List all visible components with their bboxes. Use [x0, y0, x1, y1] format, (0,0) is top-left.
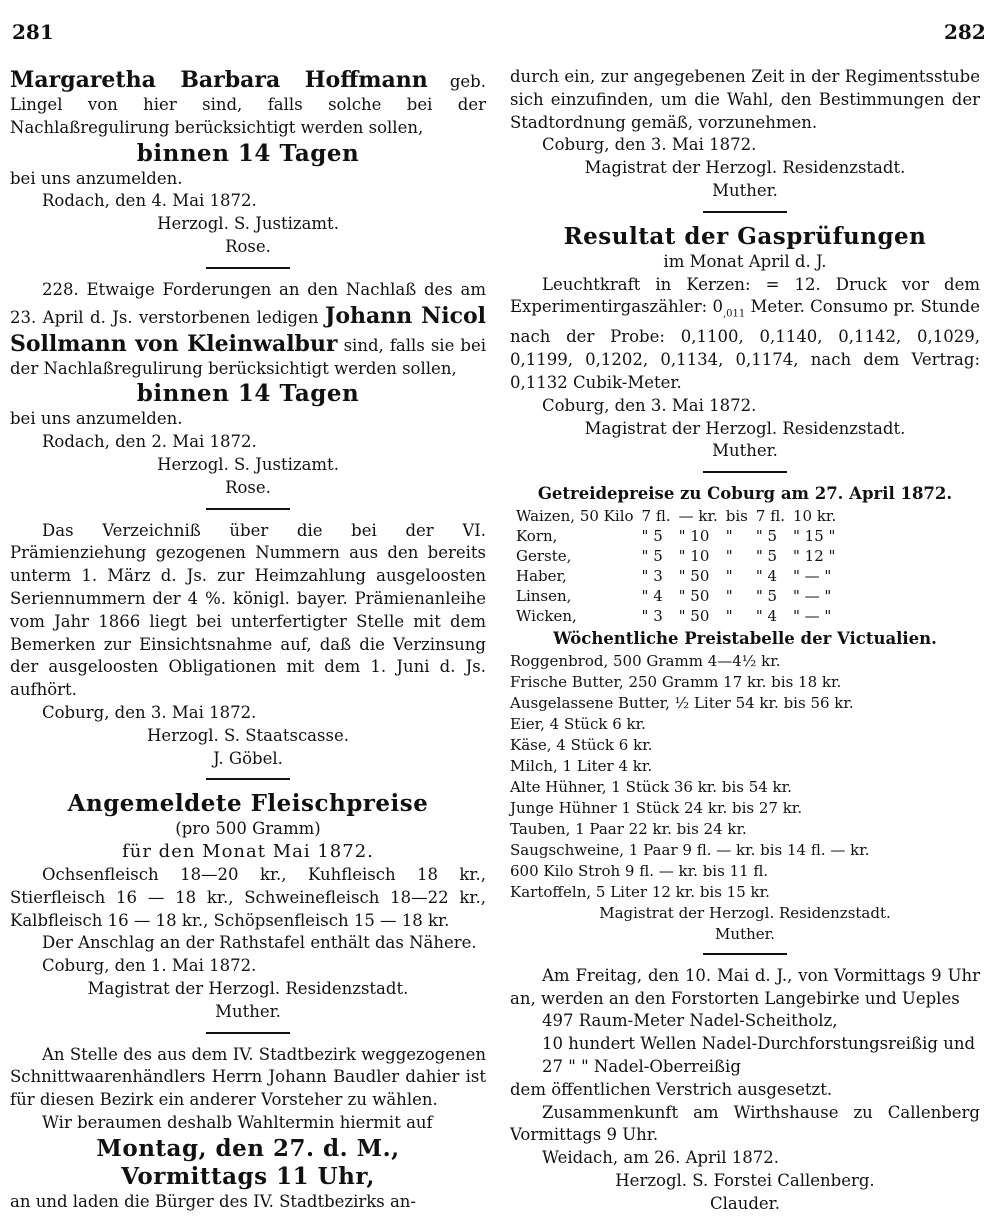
grain-price-cell: " 5: [641, 527, 663, 546]
divider: [703, 953, 787, 955]
person-name: Margaretha Barbara Hoffmann: [10, 67, 428, 93]
victual-price-item: 600 Kilo Stroh 9 fl. — kr. bis 11 fl.: [510, 861, 769, 880]
victual-price-item: Frische Butter, 250 Gramm 17 kr. bis 18 kr.: [510, 672, 842, 691]
notice-text: Wir beraumen deshalb Wahltermin hiermit auf: [42, 1112, 433, 1132]
place-date: Weidach, am 26. April 1872.: [542, 1148, 780, 1168]
estate-notice-sollmann: [10, 279, 486, 381]
notice-text: Zusammenkunft am Wirthshause zu Callenberg Vormittags 9 Uhr.: [510, 1102, 980, 1145]
victual-price-item: Tauben, 1 Paar 22 kr. bis 24 kr.: [510, 819, 747, 838]
election-time: Vormittags 11 Uhr,: [121, 1162, 375, 1190]
right-column: [510, 66, 980, 1216]
grain-price-cell: ": [725, 527, 733, 546]
grain-price-cell: " 5: [641, 547, 663, 566]
notice-text: bei uns anzumelden.: [10, 409, 183, 429]
victual-price-item: Saugschweine, 1 Paar 9 fl. — kr. bis 14 fl. — kr.: [510, 840, 870, 859]
office-name: Magistrat der Herzogl. Residenzstadt.: [584, 158, 906, 178]
notice-text: Der Anschlag an der Rathstafel enthält das Nähere.: [42, 933, 477, 953]
gas-test-text-part: Leuchtkraft in Kerzen: = 12. Druck vor dem Experimentirgaszähler: 0: [510, 274, 980, 317]
signature: Muther.: [215, 1001, 281, 1021]
grain-price-cell: ": [725, 607, 733, 626]
victual-price-item: Eier, 4 Stück 6 kr.: [510, 714, 646, 733]
grain-price-cell: ": [725, 587, 733, 606]
office-name: Magistrat der Herzogl. Residenzstadt.: [584, 418, 906, 438]
signature: Muther.: [715, 924, 775, 943]
deadline-heading: binnen 14 Tagen: [136, 380, 360, 408]
victual-price-item: Milch, 1 Liter 4 kr.: [510, 756, 653, 775]
notice-text: sind, falls sie bei der Nachlaßregulirung berücksichtigt werden sollen,: [10, 335, 486, 378]
grain-price-row: [512, 606, 840, 626]
divider: [206, 267, 290, 269]
grain-price-cell: ": [725, 567, 733, 586]
person-name: Johann Nicol Sollmann von Kleinwalbur: [10, 302, 486, 357]
divider: [703, 211, 787, 213]
grain-prices-title: Getreidepreise zu Coburg am 27. April 1872.: [537, 484, 953, 504]
meat-prices-text: Ochsenfleisch 18—20 kr., Kuhfleisch 18 kr., Stierfleisch 16 — 18 kr., Schweinefleisch 18—22 kr., Kalbfleisch 16 — 18 kr., Schöpsenfleisch 15 — 18 kr.: [10, 864, 486, 930]
grain-price-cell: " 10: [678, 527, 710, 546]
grain-name: Gerste,: [516, 547, 572, 566]
gas-test-subscript: ,011: [722, 308, 746, 320]
election-date: Montag, den 27. d. M.,: [96, 1134, 400, 1162]
signature: J. Göbel.: [213, 748, 283, 768]
office-name: Herzogl. S. Forstei Callenberg.: [615, 1171, 875, 1191]
grain-price-cell: " — ": [792, 567, 832, 586]
grain-price-row: [512, 506, 840, 526]
grain-price-row: [512, 566, 840, 586]
deadline-heading: binnen 14 Tagen: [136, 139, 360, 167]
wood-item: 497 Raum-Meter Nadel-Scheitholz,: [542, 1011, 838, 1031]
grain-price-cell: " 50: [678, 567, 710, 586]
grain-price-cell: 10 kr.: [792, 507, 837, 526]
grain-price-row: [512, 526, 840, 546]
gas-test-text-part: Meter. Consumo pr. Stunde nach der Probe: 0,1100, 0,1140, 0,1142, 0,1029, 0,1199, 0,1202, 0,1134, 0,1174, nach dem Vertrag: 0,1132 Cubik-Meter.: [510, 297, 980, 393]
divider: [206, 778, 290, 780]
gas-test-text: [510, 274, 980, 395]
signature: Rose.: [225, 477, 271, 497]
victual-price-item: Roggenbrod, 500 Gramm 4—4½ kr.: [510, 651, 781, 670]
grain-price-cell: " — ": [792, 587, 832, 606]
grain-price-cell: " — ": [792, 607, 832, 626]
estate-notice-hoffmann: [10, 66, 486, 140]
grain-name: Korn,: [516, 527, 558, 546]
notice-text: 228. Etwaige Forderungen an den Nachlaß des am 23. April d. Js. verstorbenen ledigen: [10, 279, 486, 327]
gas-test-subtitle: im Monat April d. J.: [663, 251, 827, 271]
gas-test-title: Resultat der Gasprüfungen: [563, 222, 927, 250]
election-notice-continued: durch ein, zur angegebenen Zeit in der Regimentsstube sich einzufinden, um die Wahl, den Bestimmungen der Stadtordnung gemäß, vorzunehmen.: [510, 67, 980, 132]
grain-price-cell: " 15 ": [792, 527, 836, 546]
office-name: Magistrat der Herzogl. Residenzstadt.: [87, 978, 409, 998]
meat-prices-month: für den Monat Mai 1872.: [122, 841, 374, 863]
place-date: Rodach, den 2. Mai 1872.: [42, 432, 257, 452]
divider: [206, 1032, 290, 1034]
grain-price-cell: bis: [725, 507, 748, 526]
grain-name: Haber,: [516, 567, 567, 586]
office-name: Magistrat der Herzogl. Residenzstadt.: [599, 903, 891, 922]
signature: Clauder.: [709, 1193, 780, 1213]
grain-name: Waizen, 50 Kilo: [516, 507, 634, 526]
notice-text: an und laden die Bürger des IV. Stadtbezirks an-: [10, 1191, 417, 1211]
place-date: Coburg, den 3. Mai 1872.: [542, 395, 757, 415]
divider: [703, 471, 787, 473]
page-number-left: 281: [12, 20, 54, 44]
victual-price-item: Ausgelassene Butter, ½ Liter 54 kr. bis 56 kr.: [510, 693, 854, 712]
place-date: Coburg, den 1. Mai 1872.: [42, 956, 257, 976]
grain-price-row: [512, 546, 840, 566]
victual-price-item: Junge Hühner 1 Stück 24 kr. bis 27 kr.: [510, 798, 803, 817]
premium-loan-notice: Das Verzeichniß über die bei der VI. Prämienziehung gezogenen Nummern aus den bereits unterm 1. März d. Js. zur Heimzahlung ausgeloosten Seriennummern der 4 %. königl. bayer. Prämienanleihe vom Jahr 1866 liegt bei unterfertigter Stelle mit dem Bemerken zur Einsichtsnahme auf, daß die Verzinsung der ausgeloosten Obligationen mit dem 1. Juni d. Js. aufhört.: [10, 520, 486, 700]
place-date: Coburg, den 3. Mai 1872.: [42, 702, 257, 722]
office-name: Herzogl. S. Staatscasse.: [147, 725, 349, 745]
grain-name: Wicken,: [516, 607, 577, 626]
signature: Muther.: [712, 441, 778, 461]
grain-price-cell: " 4: [755, 567, 778, 586]
grain-price-cell: " 3: [641, 567, 663, 586]
wood-item: 10 hundert Wellen Nadel-Durchforstungsreißig und: [542, 1034, 976, 1054]
victuals-title: Wöchentliche Preistabelle der Victualien.: [553, 629, 937, 649]
grain-price-cell: " 5: [755, 587, 778, 606]
election-notice: An Stelle des aus dem IV. Stadtbezirk weggezogenen Schnittwaarenhändlers Herrn Johann Baudler dahier ist für diesen Bezirk ein anderer Vorsteher zu wählen.: [10, 1044, 486, 1110]
grain-name: Linsen,: [516, 587, 572, 606]
grain-price-cell: " 5: [755, 547, 778, 566]
meat-prices-title: Angemeldete Fleischpreise: [67, 790, 429, 818]
signature: Rose.: [225, 236, 271, 256]
divider: [206, 508, 290, 510]
grain-price-cell: " 50: [678, 587, 710, 606]
victual-price-item: Kartoffeln, 5 Liter 12 kr. bis 15 kr.: [510, 882, 770, 901]
grain-price-cell: " 4: [755, 607, 778, 626]
grain-price-cell: " 50: [678, 607, 710, 626]
notice-text: bei uns anzumelden.: [10, 168, 183, 188]
victuals-list: [510, 651, 980, 903]
page-number-right: 282: [944, 20, 986, 44]
grain-prices-table: [512, 506, 840, 626]
office-name: Herzogl. S. Justizamt.: [157, 214, 339, 234]
place-date: Coburg, den 3. Mai 1872.: [542, 135, 757, 155]
grain-price-cell: " 3: [641, 607, 663, 626]
grain-price-cell: 7 fl.: [641, 507, 671, 526]
office-name: Herzogl. S. Justizamt.: [157, 454, 339, 474]
grain-price-cell: " 4: [641, 587, 663, 606]
meat-prices-subtitle: (pro 500 Gramm): [175, 819, 321, 839]
notice-text: geb. Lingel von hier sind, falls solche bei der Nachlaßregulirung berücksichtigt werden sollen,: [10, 72, 486, 137]
notice-text: dem öffentlichen Verstrich ausgesetzt.: [510, 1079, 833, 1099]
left-column: [10, 66, 486, 1213]
grain-price-cell: — kr.: [678, 507, 718, 526]
grain-price-row: [512, 586, 840, 606]
grain-price-cell: " 12 ": [792, 547, 836, 566]
grain-price-cell: ": [725, 547, 733, 566]
signature: Muther.: [712, 180, 778, 200]
place-date: Rodach, den 4. Mai 1872.: [42, 191, 257, 211]
victual-price-item: Alte Hühner, 1 Stück 36 kr. bis 54 kr.: [510, 777, 792, 796]
grain-price-cell: 7 fl.: [755, 507, 785, 526]
wood-item: 27 " " Nadel-Oberreißig: [542, 1057, 741, 1077]
grain-price-cell: " 10: [678, 547, 710, 566]
victual-price-item: Käse, 4 Stück 6 kr.: [510, 735, 653, 754]
grain-price-cell: " 5: [755, 527, 778, 546]
wood-sale-notice: Am Freitag, den 10. Mai d. J., von Vormittags 9 Uhr an, werden an den Forstorten Langebirke und Ueples: [510, 965, 980, 1008]
